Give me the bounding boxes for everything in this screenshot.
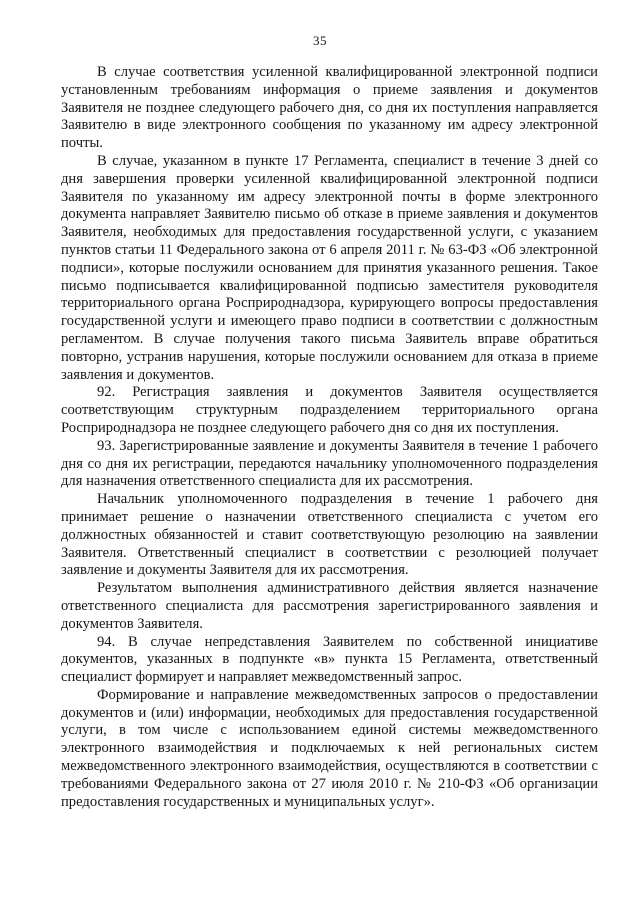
- paragraph-head-decision: Начальник уполномоченного подразделения в течение 1 рабочего дня принимает решение о назначении ответственного специалиста с учетом его должностных обязанностей и ставит соответствующую резолюцию на заявлении Заявителя. Ответственный специалист в соответствии с резолюцией получает заявление и документы Заявителя для их рассмотрения.: [61, 491, 598, 579]
- paragraph-item-93: 93. Зарегистрированные заявление и документы Заявителя в течение 1 рабочего дня со дня их регистрации, передаются начальнику уполномоченного подразделения для назначения ответственного специалиста для их рассмотрения.: [61, 437, 598, 490]
- paragraph-item-92: 92. Регистрация заявления и документов Заявителя осуществляется соответствующим структурным подразделением территориального органа Росприроднадзора не позднее следующего рабочего дня со дня их поступления.: [61, 384, 598, 436]
- document-body: [61, 64, 598, 811]
- paragraph-signature-refusal: В случае, указанном в пункте 17 Регламента, специалист в течение 3 дней со дня завершения проверки усиленной квалифицированной электронной подписи Заявителя по указанному им адресу электронной почты в форме электронного документа направляет Заявителю письмо об отказе в приеме заявления и документов Заявителя, необходимых для предоставления государственной услуги, с указанием пунктов статьи 11 Федерального закона от 6 апреля 2011 г. № 63-ФЗ «Об электронной подписи», которые послужили основанием для принятия указанного решения. Такое письмо подписывается квалифицированной подписью заместителя руководителя территориального органа Росприроднадзора, курирующего вопросы предоставления государственной услуги и имеющего право подписи в соответствии с должностным регламентом. В случае получения такого письма Заявитель вправе обратиться повторно, устранив нарушения, которые послужили основанием для отказа в приеме заявления и документов.: [61, 152, 598, 383]
- paragraph-interagency-requests: Формирование и направление межведомственных запросов о предоставлении документов и (или) информации, необходимых для предоставления государственной услуги, в том числе с использованием единой системы межведомственного электронного взаимодействия и подключаемых к ней региональных систем межведомственного электронного взаимодействия, осуществляются в соответствии с требованиями Федерального закона от 27 июля 2010 г. № 210-ФЗ «Об организации предоставления государственных и муниципальных услуг».: [61, 686, 598, 810]
- paragraph-signature-valid: В случае соответствия усиленной квалифицированной электронной подписи установленным требованиям информация о приеме заявления и документов Заявителя не позднее следующего рабочего дня, со дня их поступления направляется Заявителю в виде электронного сообщения по указанному им адресу электронной почты.: [61, 64, 598, 152]
- page-number: 35: [313, 33, 327, 48]
- paragraph-result: Результатом выполнения административного действия является назначение ответственного специалиста для рассмотрения зарегистрированного заявления и документов Заявителя.: [61, 580, 598, 632]
- paragraph-item-94: 94. В случае непредставления Заявителем по собственной инициативе документов, указанных в подпункте «в» пункта 15 Регламента, ответственный специалист формирует и направляет межведомственный запрос.: [61, 633, 598, 686]
